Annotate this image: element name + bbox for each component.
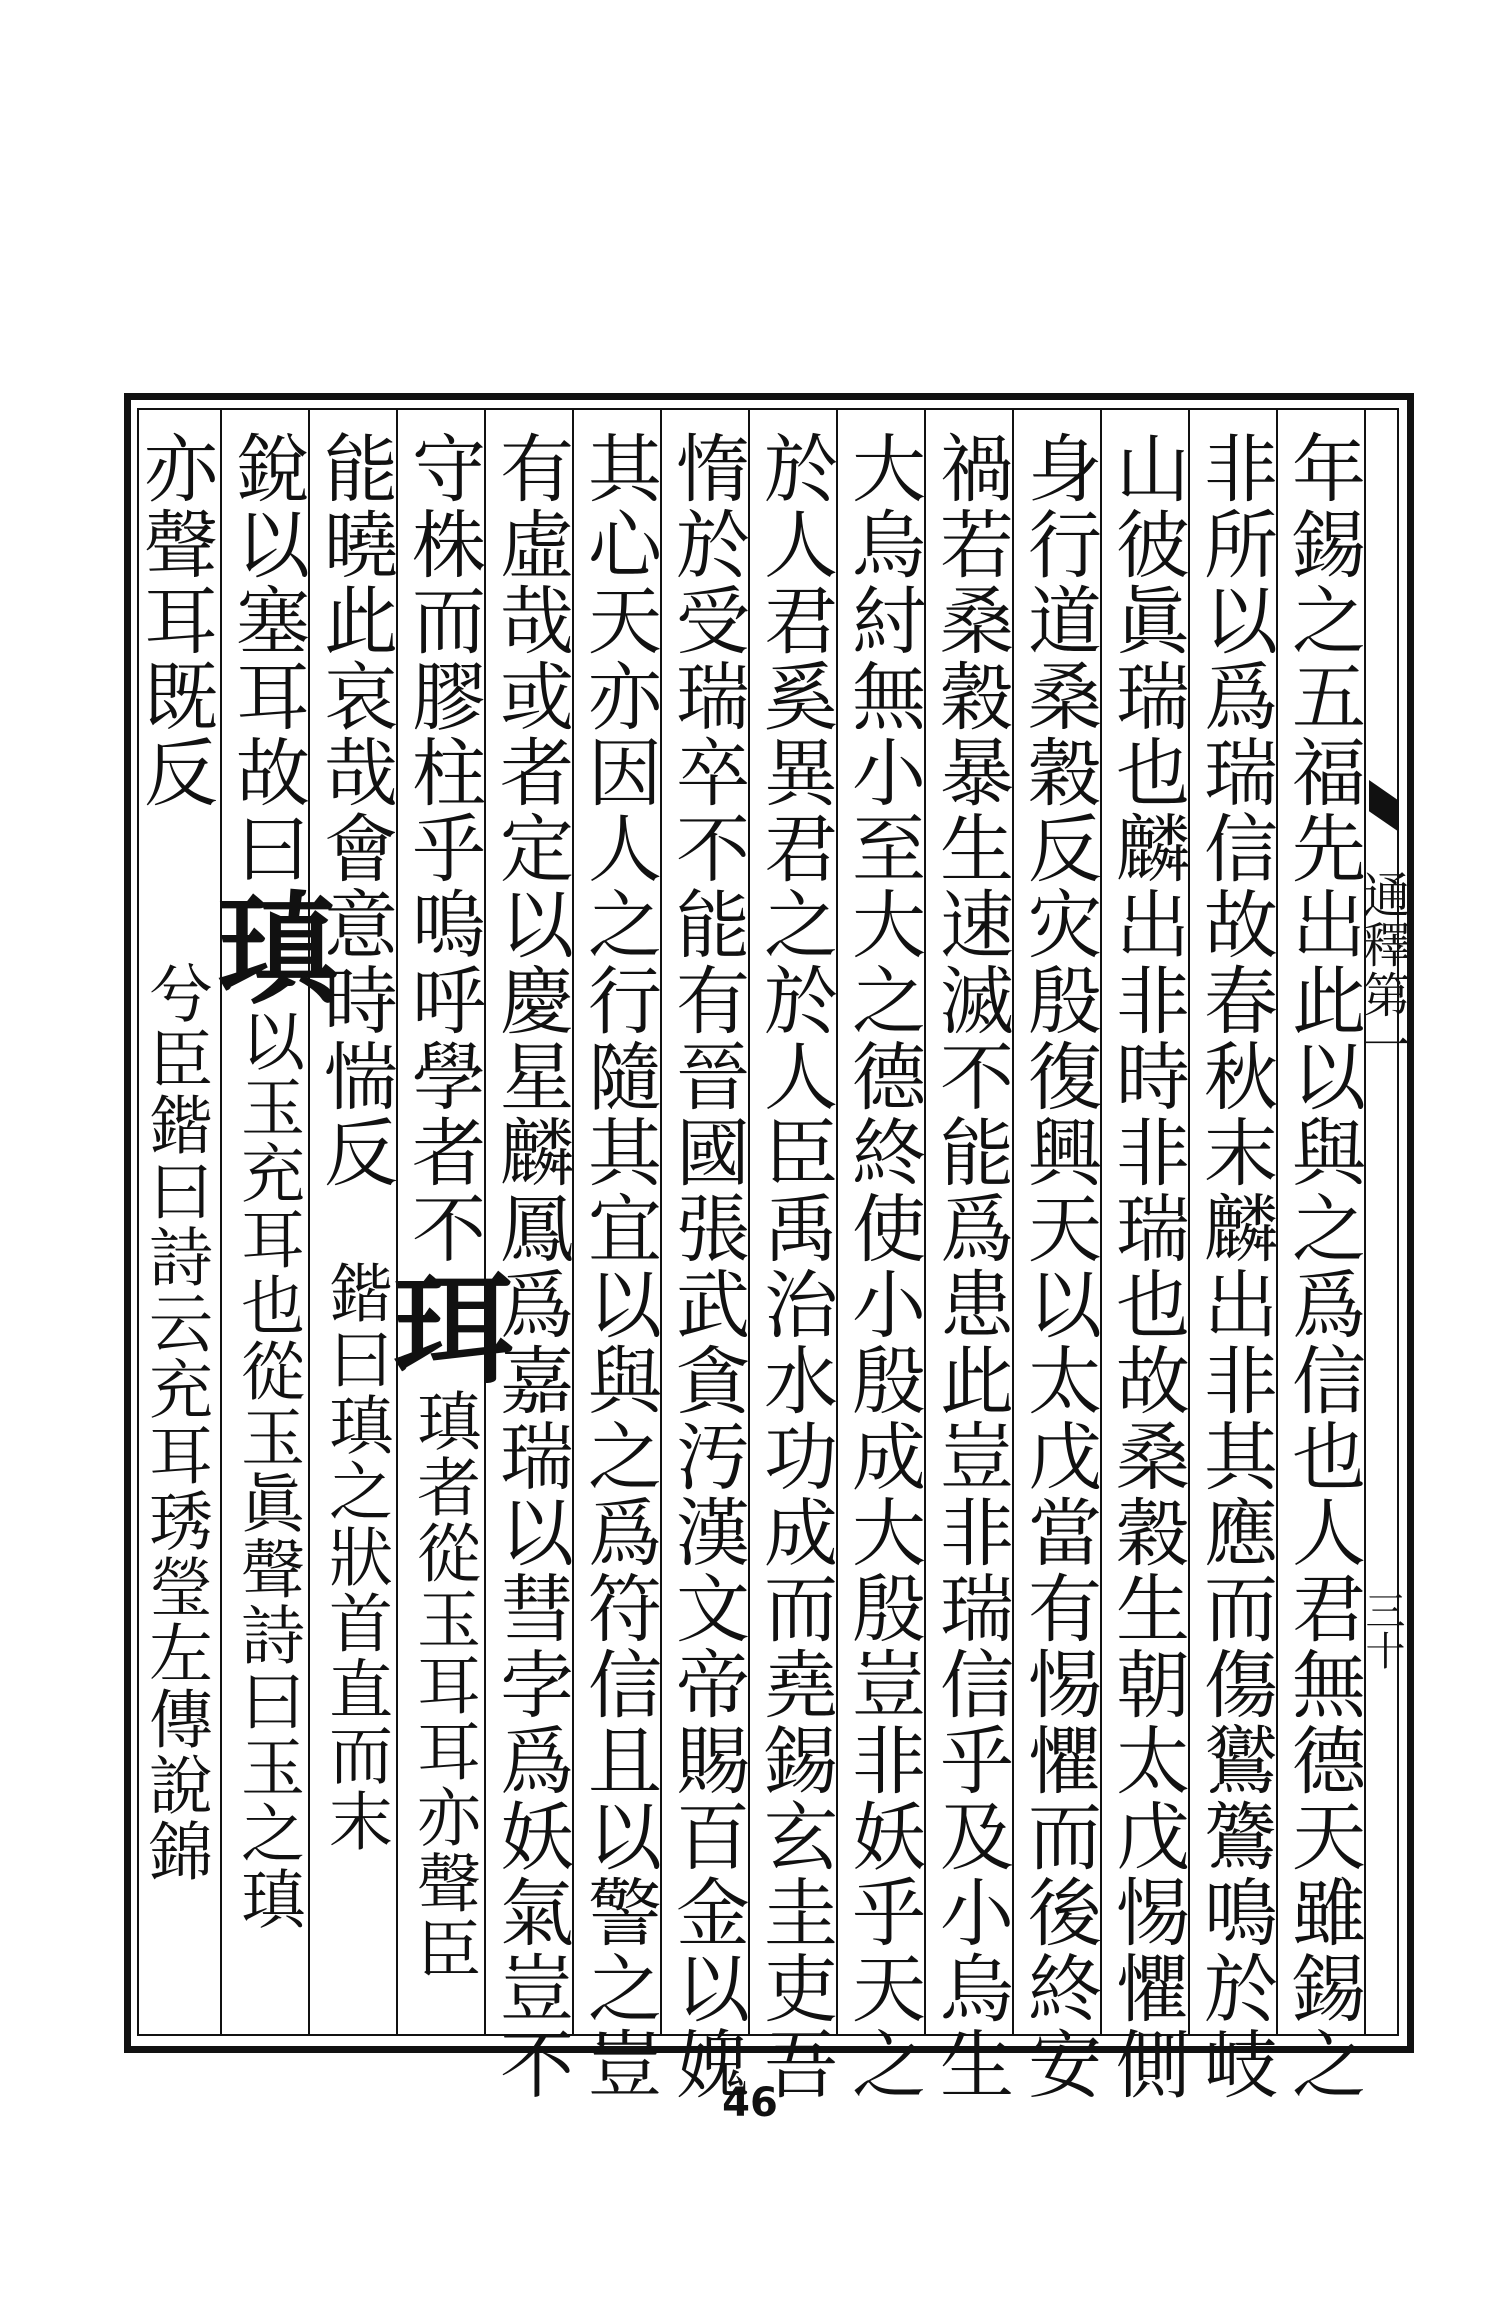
- gloss-text: 兮臣鍇曰詩云充耳琇瑩左傳說錦: [138, 960, 212, 1884]
- block-center-strip: [1354, 410, 1410, 2034]
- column-text: 銳以塞耳故曰: [224, 430, 310, 886]
- head-character: 瑱: [197, 886, 338, 1008]
- leaf-number: 三十: [1359, 1590, 1405, 1670]
- gloss-text: 瑱者從玉耳耳亦聲臣: [406, 1388, 480, 1982]
- text-column-11: [373, 430, 514, 2020]
- fish-tail-mark: [1369, 780, 1399, 832]
- text-column-4: 身行道桑穀反灾殷復興天以太戊當有惕懼而後終安: [1016, 430, 1102, 2102]
- text-column-3: 山彼眞瑞也麟出非時非瑞也故桑穀生朝太戊惕懼側: [1104, 430, 1190, 2102]
- text-column-12: [310, 430, 400, 2020]
- column-text: 亦聲耳既反: [132, 430, 218, 810]
- column-text: 能曉此哀哉會意時惴反: [312, 430, 398, 1190]
- gloss-text: 鍇曰瑱之狀首直而末: [318, 1260, 392, 1854]
- text-column-9: 其心天亦因人之行隨其宜以與之爲符信且以警之豈: [576, 430, 662, 2102]
- text-column-2: 非所以爲瑞信故春秋末麟出非其應而傷鸑鷟鳴於岐: [1192, 430, 1278, 2102]
- text-column-13: [197, 430, 338, 2020]
- text-column-5: 禍若桑穀暴生速滅不能爲患此豈非瑞信乎及小烏生: [928, 430, 1014, 2102]
- text-column-6: 大烏紂無小至大之德終使小殷成大殷豈非妖乎天之: [840, 430, 926, 2102]
- text-column-10: 有虛哉或者定以慶星麟鳳爲嘉瑞以彗孛爲妖氣豈不: [488, 430, 574, 2102]
- gloss-text: 以玉充耳也從玉眞聲詩曰玉之瑱: [230, 1008, 304, 1932]
- head-character: 珥: [373, 1266, 514, 1388]
- text-column-14: [132, 430, 220, 2020]
- text-column-7: 於人君奚異君之於人臣禹治水功成而堯錫玄圭吏吾: [752, 430, 838, 2102]
- chapter-title: 通釋第一: [1354, 870, 1410, 1070]
- column-text: 守株而膠柱乎嗚呼學者不: [400, 430, 486, 1266]
- text-column-8: 惰於受瑞卒不能有晉國張武貪汚漢文帝賜百金以媿: [664, 430, 750, 2102]
- text-column-1: 年錫之五福先出此以與之爲信也人君無德天雖錫之: [1280, 430, 1366, 2102]
- page-number: 46: [722, 2080, 778, 2126]
